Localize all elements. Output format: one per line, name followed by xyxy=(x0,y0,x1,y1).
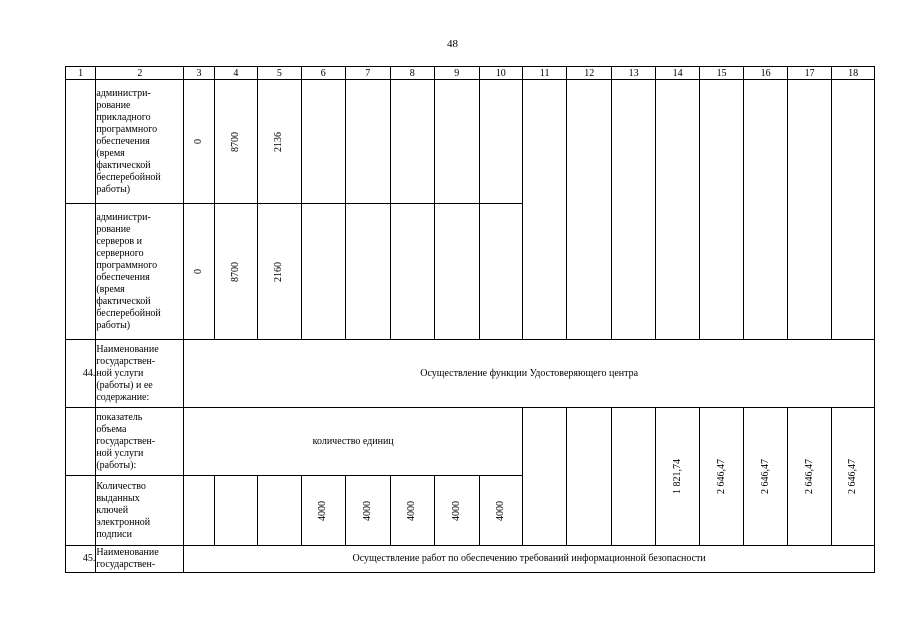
header-cell: 13 xyxy=(611,67,655,80)
empty-cell xyxy=(435,80,479,204)
row-number-cell xyxy=(66,476,96,546)
row-label: Наименование государствен- ной услуги (работы) и ее содержание: xyxy=(96,340,184,408)
empty-cell xyxy=(699,80,743,340)
row-label: показатель объема государствен- ной услуги (работы): xyxy=(96,408,184,476)
row-label: администри- рование прикладного программного обеспечения (время фактической бесперебойной работы) xyxy=(96,80,184,204)
value-cell: 4000 xyxy=(301,476,345,546)
value-cell: 0 xyxy=(184,80,214,204)
table-row xyxy=(66,408,875,476)
empty-cell xyxy=(479,80,522,204)
header-cell: 9 xyxy=(435,67,479,80)
empty-cell xyxy=(611,408,655,546)
empty-cell xyxy=(656,80,699,340)
empty-cell xyxy=(832,80,875,340)
empty-cell xyxy=(479,204,522,340)
value-cell: 8700 xyxy=(214,80,257,204)
service-description: Осуществление функции Удостоверяющего центра xyxy=(184,340,875,408)
empty-cell xyxy=(184,476,214,546)
value-cell: 2160 xyxy=(258,204,301,340)
table-row xyxy=(66,80,875,204)
header-cell: 12 xyxy=(567,67,611,80)
header-cell: 14 xyxy=(656,67,699,80)
value-cell: 2 646,47 xyxy=(787,408,831,546)
empty-cell xyxy=(390,80,434,204)
budget-table xyxy=(65,66,875,573)
value-cell: 4000 xyxy=(435,476,479,546)
empty-cell xyxy=(214,476,257,546)
empty-cell xyxy=(346,204,390,340)
header-cell: 3 xyxy=(184,67,214,80)
value-cell: 4000 xyxy=(346,476,390,546)
header-cell: 15 xyxy=(699,67,743,80)
value-cell: 2136 xyxy=(258,80,301,204)
empty-cell xyxy=(346,80,390,204)
header-cell: 1 xyxy=(66,67,96,80)
header-cell: 17 xyxy=(787,67,831,80)
empty-cell xyxy=(301,80,345,204)
empty-cell xyxy=(301,204,345,340)
page-number: 48 xyxy=(447,38,458,50)
value-cell: 2 646,47 xyxy=(832,408,875,546)
empty-cell xyxy=(567,408,611,546)
value-cell: 2 646,47 xyxy=(744,408,787,546)
empty-cell xyxy=(258,476,301,546)
header-cell: 7 xyxy=(346,67,390,80)
row-label: Наименование государствен- xyxy=(96,546,184,573)
service-description: Осуществление работ по обеспечению требований информационной безопасности xyxy=(184,546,875,573)
header-cell: 4 xyxy=(214,67,257,80)
row-number: 44. xyxy=(66,340,96,408)
empty-cell xyxy=(390,204,434,340)
header-cell: 18 xyxy=(832,67,875,80)
unit-label: количество единиц xyxy=(184,408,523,476)
empty-cell xyxy=(522,80,566,340)
empty-cell xyxy=(787,80,831,340)
row-number-cell xyxy=(66,204,96,340)
header-cell: 10 xyxy=(479,67,522,80)
header-cell: 11 xyxy=(522,67,566,80)
empty-cell xyxy=(744,80,787,340)
row-number-cell xyxy=(66,80,96,204)
row-number-cell xyxy=(66,408,96,476)
value-cell: 8700 xyxy=(214,204,257,340)
empty-cell xyxy=(567,80,611,340)
header-cell: 2 xyxy=(96,67,184,80)
header-row xyxy=(66,67,875,80)
header-cell: 5 xyxy=(258,67,301,80)
empty-cell xyxy=(611,80,655,340)
header-cell: 8 xyxy=(390,67,434,80)
value-cell: 0 xyxy=(184,204,214,340)
value-cell: 4000 xyxy=(479,476,522,546)
row-number: 45. xyxy=(66,546,96,573)
table-row xyxy=(66,546,875,573)
row-label: администри- рование серверов и серверного программного обеспечения (время фактической бесперебойной работы) xyxy=(96,204,184,340)
value-cell: 1 821,74 xyxy=(656,408,699,546)
empty-cell xyxy=(435,204,479,340)
table-row xyxy=(66,340,875,408)
empty-cell xyxy=(522,408,566,546)
row-label: Количество выданных ключей электронной подписи xyxy=(96,476,184,546)
value-cell: 4000 xyxy=(390,476,434,546)
header-cell: 6 xyxy=(301,67,345,80)
header-cell: 16 xyxy=(744,67,787,80)
value-cell: 2 646,47 xyxy=(699,408,743,546)
